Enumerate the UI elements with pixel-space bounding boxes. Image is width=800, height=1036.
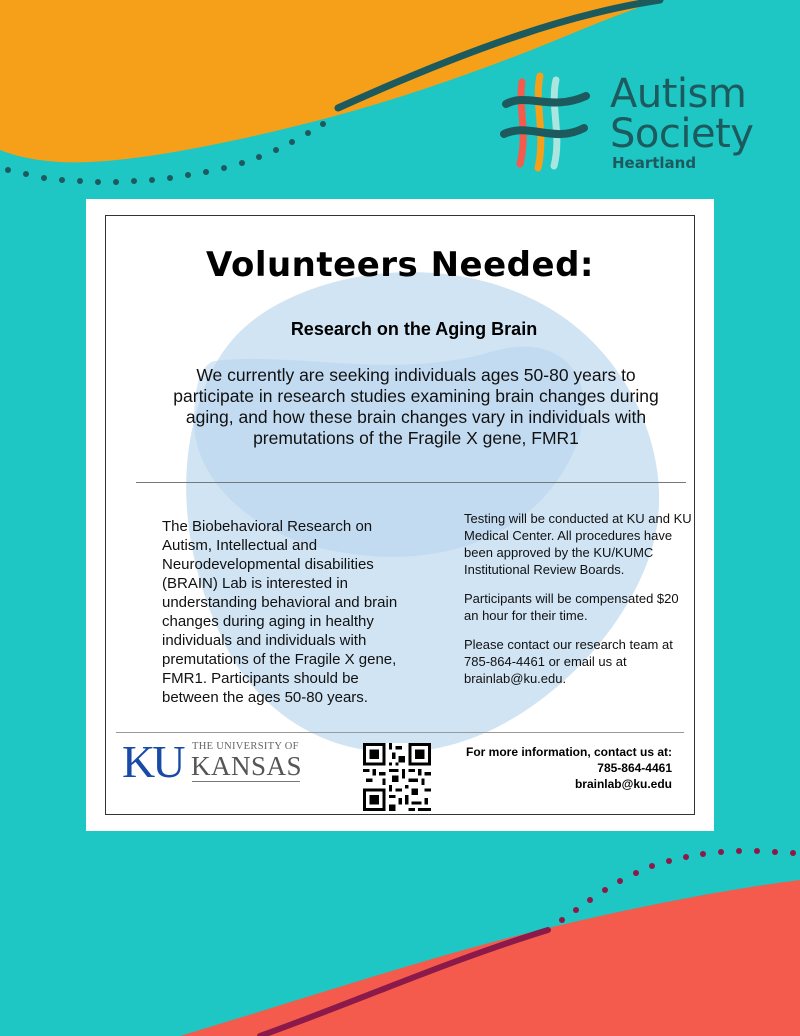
contact-email[interactable]: brainlab@ku.edu <box>574 777 672 791</box>
coral-wave <box>180 880 800 1036</box>
study-details <box>464 510 692 699</box>
logo-text-heartland: Heartland <box>612 154 697 172</box>
ku-university-of: THE UNIVERSITY OF <box>192 741 299 752</box>
compensation-paragraph: Participants will be compensated $20 an hour for their time. <box>464 591 679 623</box>
contact-info <box>446 744 672 792</box>
testing-location-paragraph: Testing will be conducted at KU and KU Medical Center. All procedures have been approved by the KU/KUMC Institutional Review Boards. <box>464 511 692 577</box>
contact-paragraph: Please contact our research team at 785-864-4461 or email us at brainlab@ku.edu. <box>464 637 673 686</box>
puzzle-weave-icon <box>500 72 590 172</box>
ku-kansas: KANSAS <box>191 751 303 781</box>
contact-phone[interactable]: 785-864-4461 <box>597 761 672 775</box>
flyer-subtitle: Research on the Aging Brain <box>290 319 538 339</box>
ku-underline <box>192 781 300 782</box>
lab-description: The Biobehavioral Research on Autism, Intellectual and Neurodevelopmental disabilities (BRAIN) Lab is interested in understanding behavioral and brain changes during aging in healthy individuals and individuals with premutations of the Fragile X gene, FMR1. Participants should be between the ages 50-80 years. <box>162 518 398 706</box>
logo-text-society: Society <box>610 111 754 157</box>
qr-code-icon[interactable] <box>363 743 431 811</box>
flyer-intro: We currently are seeking individuals ages 50-80 years to participate in research studies examining brain changes during aging, and how these brain changes vary in individuals with premutations of the Fragile X gene, FMR1 <box>173 365 659 448</box>
logo-text-autism: Autism <box>610 71 747 117</box>
ku-logo <box>122 736 303 789</box>
ku-monogram: KU <box>122 736 183 787</box>
autism-society-logo <box>500 68 760 178</box>
section-divider <box>136 482 686 483</box>
contact-heading: For more information, contact us at: <box>465 745 672 759</box>
flyer-card <box>86 199 714 831</box>
flyer-title: Volunteers Needed: <box>206 245 594 285</box>
footer-divider <box>116 732 684 733</box>
